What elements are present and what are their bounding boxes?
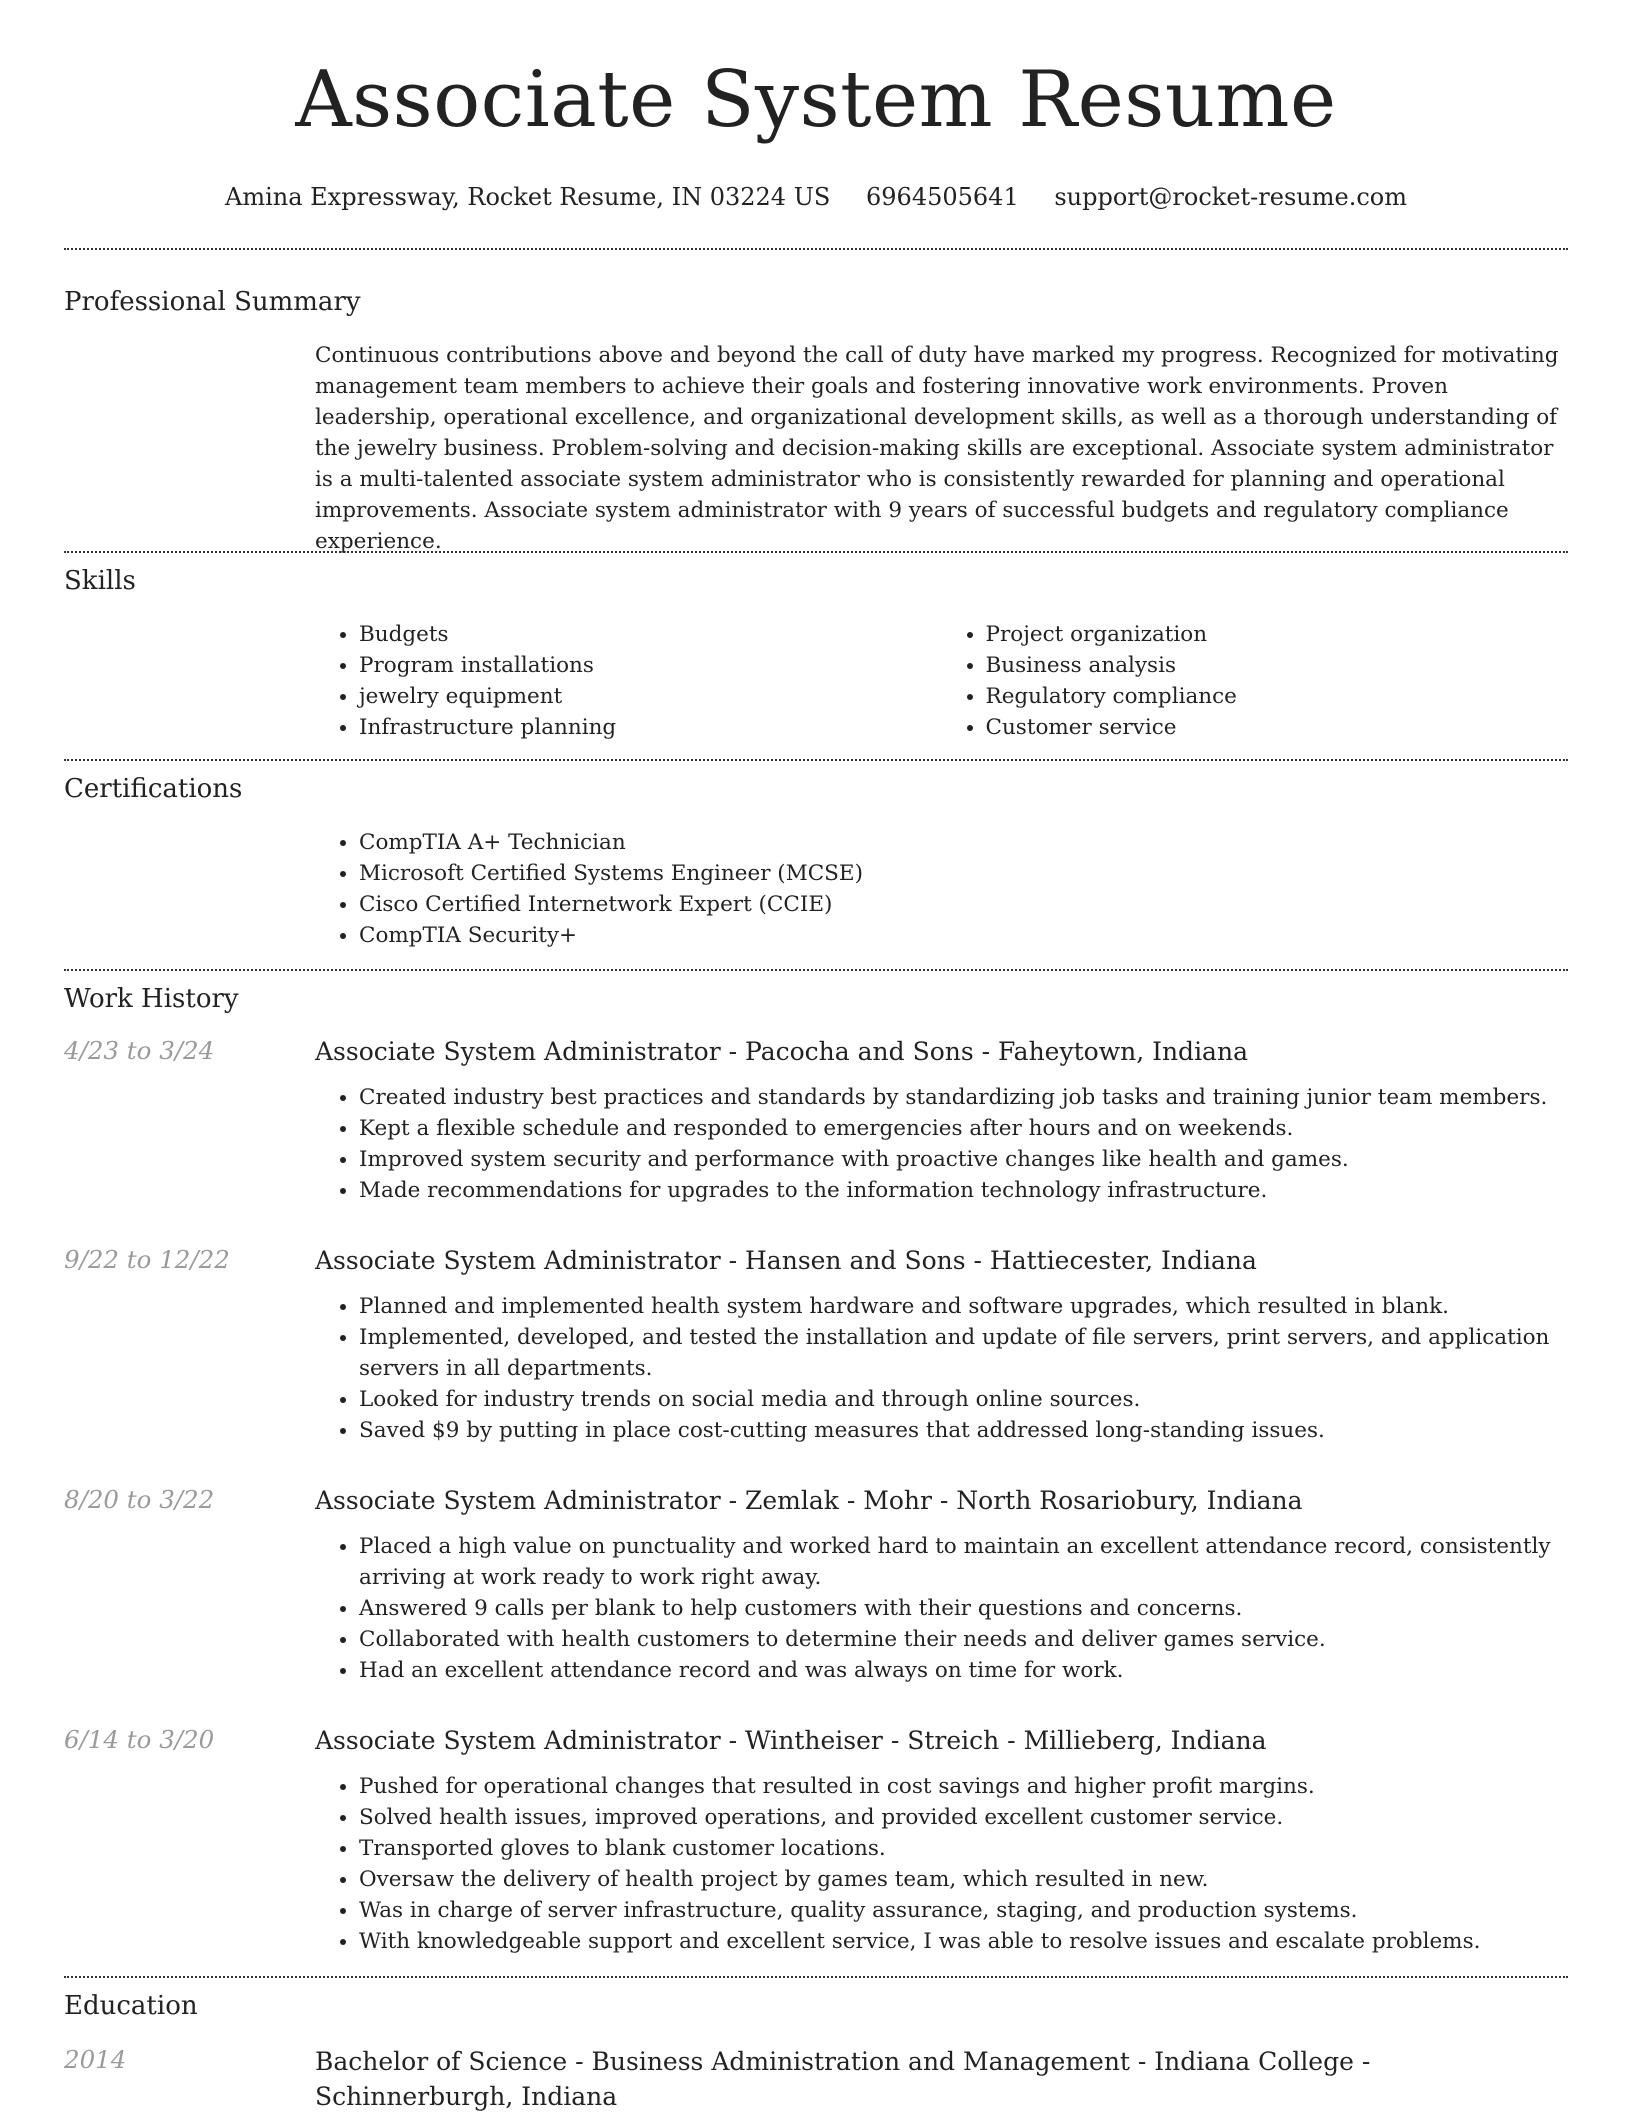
- skills-heading: Skills: [64, 566, 136, 596]
- skill-item: • Business analysis: [986, 650, 1569, 681]
- certification-item: • CompTIA Security+: [359, 920, 1568, 951]
- certifications-heading: Certifications: [64, 774, 243, 804]
- job-bullet: • Had an excellent attendance record and was always on time for work.: [359, 1655, 1568, 1686]
- education-entry: [64, 2044, 1568, 2114]
- skill-item: • jewelry equipment: [359, 681, 942, 712]
- job-bullet: • Pushed for operational changes that resulted in cost savings and higher profit margins.: [359, 1771, 1568, 1802]
- education-year: 2014: [64, 2045, 127, 2074]
- job-entry: [64, 1484, 1568, 1686]
- job-dates: 4/23 to 3/24: [64, 1036, 215, 1065]
- job-dates: 8/20 to 3/22: [64, 1485, 215, 1514]
- job-body: [315, 1484, 1568, 1686]
- job-dates: 6/14 to 3/20: [64, 1725, 215, 1754]
- job-bullet: • Saved $9 by putting in place cost-cutting measures that addressed long-standing issues.: [359, 1415, 1568, 1446]
- job-title: Associate System Administrator - Hansen and Sons - Hattiecester, Indiana: [315, 1246, 1257, 1275]
- job-bullet: • Looked for industry trends on social media and through online sources.: [359, 1384, 1568, 1415]
- job-bullet: • Collaborated with health customers to determine their needs and deliver games service.: [359, 1624, 1568, 1655]
- job-bullets: [315, 1771, 1568, 1957]
- job-bullets: [315, 1531, 1568, 1686]
- skills-list: [315, 619, 1568, 743]
- contact-address: Amina Expressway, Rocket Resume, IN 03224 US: [225, 183, 831, 211]
- contact-line: [64, 182, 1568, 212]
- certification-item: • Cisco Certified Internetwork Expert (CCIE): [359, 889, 1568, 920]
- skills-column-left: [315, 619, 942, 743]
- job-entry: [64, 1244, 1568, 1446]
- job-bullet: • Placed a high value on punctuality and worked hard to maintain an excellent attendance record, consistently arriving at work ready to work right away.: [359, 1531, 1568, 1593]
- job-bullet: • Was in charge of server infrastructure, quality assurance, staging, and production systems.: [359, 1895, 1568, 1926]
- job-bullet: • With knowledgeable support and excellent service, I was able to resolve issues and escalate problems.: [359, 1926, 1568, 1957]
- job-body: [315, 1724, 1568, 1957]
- education-section: [64, 1978, 1568, 2114]
- work-history-heading: Work History: [64, 984, 239, 1014]
- summary-content: [315, 340, 1568, 557]
- skill-item: • Customer service: [986, 712, 1569, 743]
- skills-column-right: [942, 619, 1569, 743]
- contact-email: support@rocket-resume.com: [1054, 183, 1407, 211]
- education-body: [315, 2044, 1568, 2114]
- job-bullet: • Implemented, developed, and tested the installation and update of file servers, print servers, and application servers in all departments.: [359, 1322, 1568, 1384]
- job-bullet: • Transported gloves to blank customer locations.: [359, 1833, 1568, 1864]
- skill-item: • Program installations: [359, 650, 942, 681]
- skills-section: [64, 553, 1568, 759]
- job-title: Associate System Administrator - Zemlak - Mohr - North Rosariobury, Indiana: [315, 1486, 1303, 1515]
- skill-item: • Infrastructure planning: [359, 712, 942, 743]
- job-entry: [64, 1724, 1568, 1957]
- job-body: [315, 1035, 1568, 1206]
- skill-item: • Project organization: [986, 619, 1569, 650]
- job-title: Associate System Administrator - Wintheiser - Streich - Millieberg, Indiana: [315, 1726, 1267, 1755]
- work-history-section: [64, 971, 1568, 1976]
- summary-heading: Professional Summary: [64, 287, 361, 317]
- job-bullet: • Created industry best practices and standards by standardizing job tasks and training junior team members.: [359, 1082, 1568, 1113]
- job-title: Associate System Administrator - Pacocha and Sons - Faheytown, Indiana: [315, 1037, 1248, 1066]
- job-bullets: [315, 1291, 1568, 1446]
- skill-item: • Budgets: [359, 619, 942, 650]
- job-bullet: • Kept a flexible schedule and responded to emergencies after hours and on weekends.: [359, 1113, 1568, 1144]
- job-entry: [64, 1035, 1568, 1206]
- job-bullet: • Made recommendations for upgrades to the information technology infrastructure.: [359, 1175, 1568, 1206]
- job-bullet: • Planned and implemented health system hardware and software upgrades, which resulted in blank.: [359, 1291, 1568, 1322]
- certifications-list: [315, 827, 1568, 951]
- certification-item: • Microsoft Certified Systems Engineer (MCSE): [359, 858, 1568, 889]
- certifications-section: [64, 761, 1568, 969]
- job-dates: 9/22 to 12/22: [64, 1245, 230, 1274]
- job-bullets: [315, 1082, 1568, 1206]
- summary-text: Continuous contributions above and beyond the call of duty have marked my progress. Recognized for motivating management team members to achieve their goals and fostering innovative work environments. Proven leadership, operational excellence, and organizational development skills, as well as a thorough understanding of the jewelry business. Problem-solving and decision-making skills are exceptional. Associate system administrator is a multi-talented associate system administrator who is consistently rewarded for planning and operational improvements. Associate system administrator with 9 years of successful budgets and regulatory compliance experience.: [315, 343, 1559, 554]
- resume-title: Associate System Resume: [295, 55, 1337, 145]
- job-bullet: • Solved health issues, improved operations, and provided excellent customer service.: [359, 1802, 1568, 1833]
- contact-phone: 6964505641: [866, 183, 1019, 211]
- job-bullet: • Answered 9 calls per blank to help customers with their questions and concerns.: [359, 1593, 1568, 1624]
- job-bullet: • Oversaw the delivery of health project by games team, which resulted in new.: [359, 1864, 1568, 1895]
- education-heading: Education: [64, 1991, 198, 2021]
- certification-item: • CompTIA A+ Technician: [359, 827, 1568, 858]
- skill-item: • Regulatory compliance: [986, 681, 1569, 712]
- summary-section: [64, 250, 1568, 554]
- job-body: [315, 1244, 1568, 1446]
- job-bullet: • Improved system security and performance with proactive changes like health and games.: [359, 1144, 1568, 1175]
- education-title: Bachelor of Science - Business Administration and Management - Indiana College - Schinnerburgh, Indiana: [315, 2047, 1371, 2111]
